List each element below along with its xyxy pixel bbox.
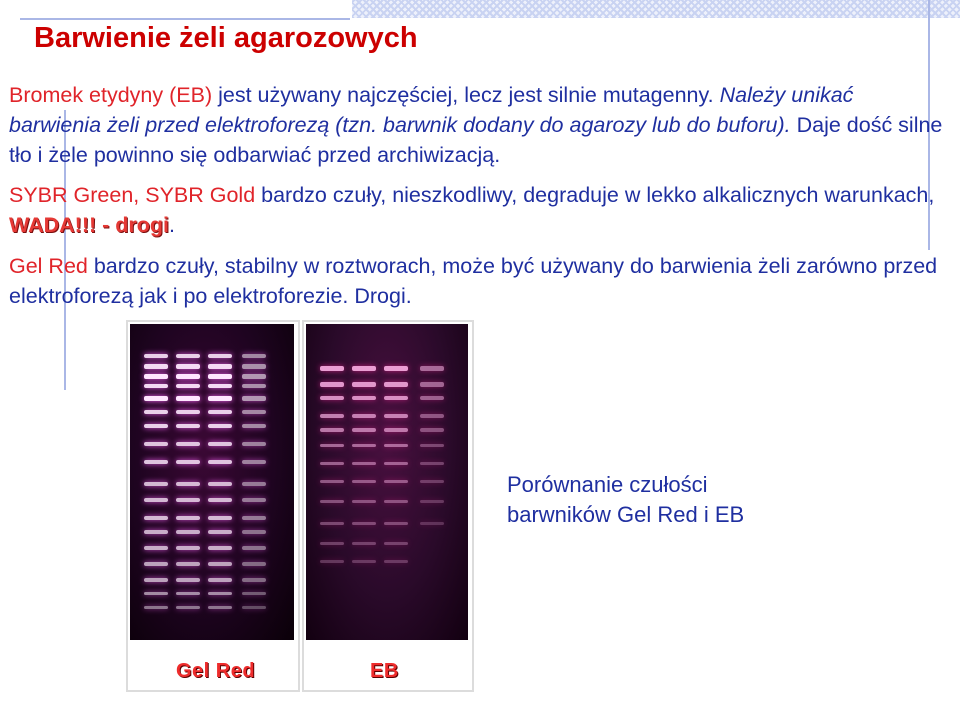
gel-band — [208, 384, 232, 388]
gel-band — [320, 382, 344, 387]
gel-band — [384, 444, 408, 447]
gel-band — [176, 516, 200, 520]
gel-band — [352, 396, 376, 400]
gel-band — [352, 500, 376, 503]
gel-band — [144, 354, 168, 358]
gel-band — [144, 396, 168, 401]
gel-band — [144, 384, 168, 388]
gel-band — [176, 482, 200, 486]
gel-band — [384, 382, 408, 387]
paragraph-sybr — [9, 180, 951, 240]
gel-band — [144, 460, 168, 464]
gel-band — [208, 364, 232, 369]
gel-band — [242, 562, 266, 566]
gel-band — [352, 480, 376, 483]
gel-band — [384, 414, 408, 418]
gel-band — [208, 606, 232, 609]
gel-band — [320, 428, 344, 432]
gel-band — [320, 500, 344, 503]
gel-band — [242, 424, 266, 428]
gel-band — [320, 480, 344, 483]
gel-band — [242, 374, 266, 379]
gel-band — [242, 460, 266, 464]
gel-band — [208, 562, 232, 566]
gel-band — [176, 578, 200, 582]
gel-band — [144, 592, 168, 595]
gel-band — [384, 366, 408, 371]
gel-band — [144, 364, 168, 369]
gel-band — [242, 384, 266, 388]
gel-band — [144, 546, 168, 550]
paragraph-gelred — [9, 251, 951, 311]
gel-band — [320, 444, 344, 447]
eb-term: Bromek etydyny (EB) — [9, 83, 213, 107]
gel-band — [176, 592, 200, 595]
gel-band — [420, 522, 444, 525]
gel-band — [208, 410, 232, 414]
gel-band — [176, 498, 200, 502]
gel-band — [384, 500, 408, 503]
gel-band — [144, 482, 168, 486]
gel-band — [420, 462, 444, 465]
gel-band — [176, 546, 200, 550]
gel-band — [420, 444, 444, 447]
gel-band — [420, 480, 444, 483]
gel-band — [320, 522, 344, 525]
gel-band — [208, 460, 232, 464]
gel-band — [208, 578, 232, 582]
sybr-term: SYBR Green, SYBR Gold — [9, 183, 256, 207]
gel-band — [352, 522, 376, 525]
gel-band — [208, 592, 232, 595]
gel-band — [176, 562, 200, 566]
gel-band — [420, 366, 444, 371]
gel-band — [384, 462, 408, 465]
gel-band — [384, 428, 408, 432]
gel-band — [176, 606, 200, 609]
gel-band — [144, 424, 168, 428]
gel-band — [176, 460, 200, 464]
gel-band — [242, 530, 266, 534]
paragraph-eb — [9, 80, 951, 170]
gel-band — [384, 560, 408, 563]
gel-band — [144, 578, 168, 582]
gel-band — [144, 374, 168, 379]
gel-band — [420, 428, 444, 432]
caption-line-2: barwników Gel Red i EB — [507, 502, 745, 527]
gel-band — [420, 414, 444, 418]
gel-band — [208, 424, 232, 428]
gel-band — [384, 542, 408, 545]
gel-band — [144, 530, 168, 534]
gel-band — [320, 396, 344, 400]
gelred-term: Gel Red — [9, 254, 88, 278]
gel-band — [242, 442, 266, 446]
gel-band — [176, 354, 200, 358]
gel-band — [144, 516, 168, 520]
gel-band — [242, 516, 266, 520]
eb-text: jest używany najczęściej, lecz jest silnie mutagenny. — [212, 83, 720, 107]
gel-band — [352, 382, 376, 387]
gel-band — [320, 462, 344, 465]
gel-band — [352, 462, 376, 465]
gel-band — [176, 442, 200, 446]
gel-band — [144, 410, 168, 414]
gel-band — [320, 366, 344, 371]
gel-band — [384, 522, 408, 525]
caption-line-1: Porównanie czułości — [507, 472, 708, 497]
gel-band — [420, 382, 444, 387]
gel-band — [352, 414, 376, 418]
gel-image-eb — [306, 324, 468, 640]
gel-band — [242, 482, 266, 486]
gel-band — [242, 410, 266, 414]
gel-band — [242, 606, 266, 609]
sybr-end: . — [169, 213, 175, 237]
gel-band — [420, 396, 444, 400]
gel-band — [176, 364, 200, 369]
gel-band — [384, 480, 408, 483]
slide-title: Barwienie żeli agarozowych — [34, 22, 418, 54]
gel-band — [176, 424, 200, 428]
gel-band — [176, 374, 200, 379]
gel-band — [176, 396, 200, 401]
decorative-pattern-band — [352, 0, 960, 18]
gel-band — [242, 364, 266, 369]
decorative-line — [20, 18, 350, 20]
gel-band — [208, 374, 232, 379]
gel-band — [144, 562, 168, 566]
gel-band — [144, 606, 168, 609]
gel-band — [242, 396, 266, 401]
gel-band — [208, 530, 232, 534]
eb-warning: Należy unikać barwienia żeli przed elektroforezą (tzn. barwnik dodany do agarozy lub do buforu). — [9, 83, 854, 137]
gel-band — [208, 546, 232, 550]
gel-band — [144, 442, 168, 446]
gel-band — [208, 516, 232, 520]
gel-band — [176, 410, 200, 414]
gel-band — [208, 442, 232, 446]
gel-band — [320, 414, 344, 418]
gel-band — [242, 592, 266, 595]
gel-band — [384, 396, 408, 400]
sybr-text: bardzo czuły, nieszkodliwy, degraduje w lekko alkalicznych warunkach, — [255, 183, 935, 207]
gel-band — [208, 396, 232, 401]
gel-band — [208, 498, 232, 502]
gel-image-gelred — [130, 324, 294, 640]
eb-text-2: Daje dość silne tło i żele powinno się odbarwiać przed archiwizacją. — [9, 113, 943, 167]
gel-band — [320, 542, 344, 545]
gel-band — [208, 482, 232, 486]
gel-band — [352, 542, 376, 545]
gel-band — [242, 354, 266, 358]
figure-caption — [507, 470, 744, 530]
gel-band — [352, 560, 376, 563]
gel-label-gelred: Gel Red — [176, 660, 256, 682]
gel-band — [320, 560, 344, 563]
gel-band — [144, 498, 168, 502]
gel-band — [352, 428, 376, 432]
sybr-drawback: WADA!!! - drogi — [9, 213, 170, 237]
gel-band — [242, 498, 266, 502]
gel-band — [352, 366, 376, 371]
gel-band — [352, 444, 376, 447]
gelred-text: bardzo czuły, stabilny w roztworach, może być używany do barwienia żeli zarówno przed elektroforezą jak i po elektroforezie. Drogi. — [9, 254, 938, 308]
gel-band — [242, 578, 266, 582]
gel-band — [208, 354, 232, 358]
gel-band — [176, 530, 200, 534]
gel-band — [242, 546, 266, 550]
gel-band — [176, 384, 200, 388]
gel-band — [420, 500, 444, 503]
gel-label-eb: EB — [370, 660, 399, 682]
